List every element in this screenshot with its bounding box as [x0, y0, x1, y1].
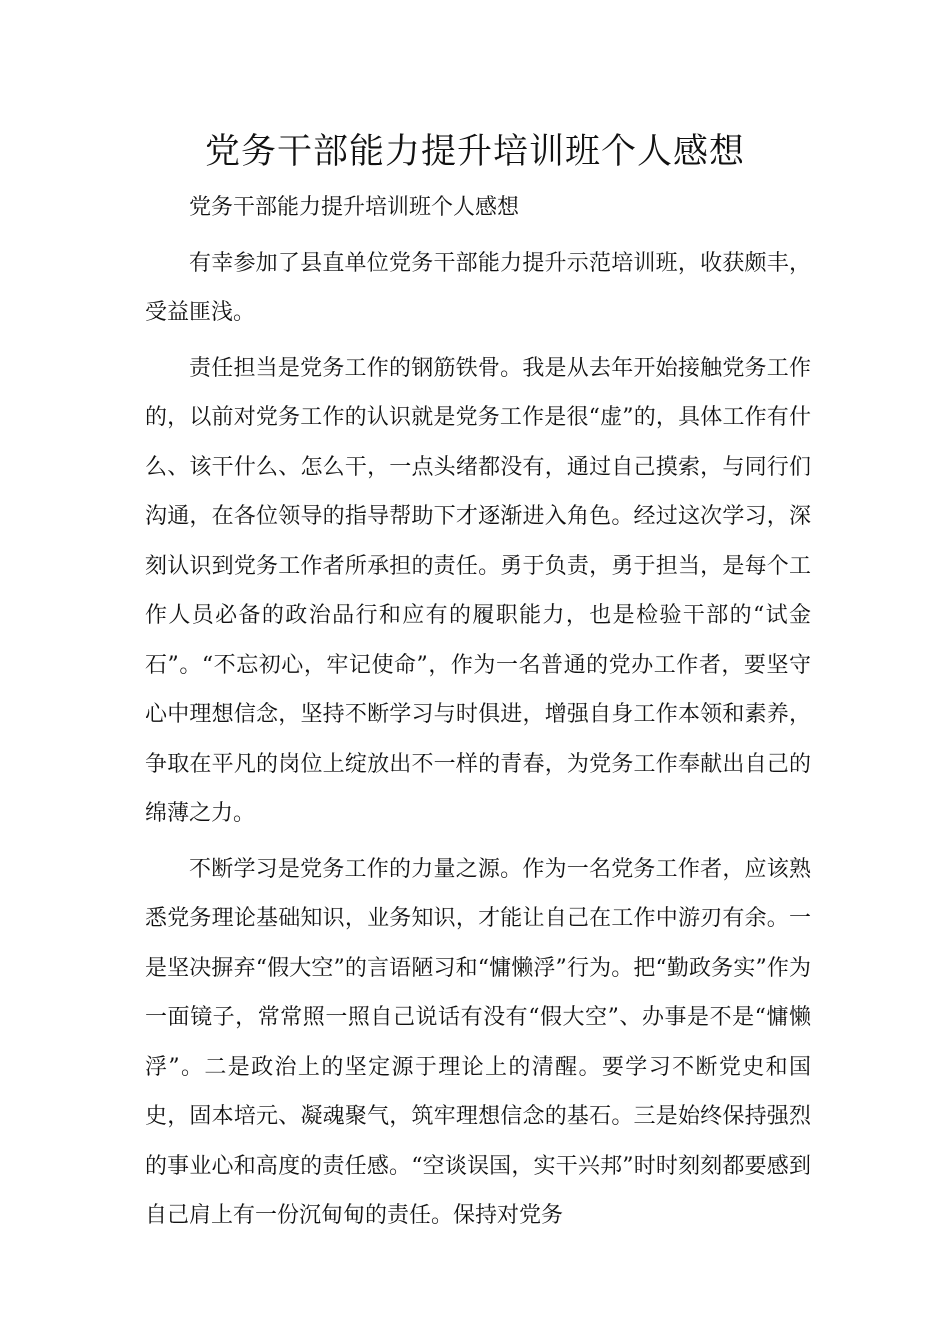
document-body: [145, 183, 811, 1241]
subtitle-line: 党务干部能力提升培训班个人感想: [189, 195, 520, 220]
paragraph-3: 不断学习是党务工作的力量之源。作为一名党务工作者，应该熟悉党务理论基础知识，业务知识，才能让自己在工作中游刃有余。一是坚决摒弃“假大空”的言语陋习和“慵懒浮”行为。把“勤政务实”作为一面镜子，常常照一照自己说话有没有“假大空”、办事是不是“慵懒浮”。二是政治上的坚定源于理论上的清醒。要学习不断党史和国史，固本培元、凝魂聚气，筑牢理想信念的基石。三是始终保持强烈的事业心和高度的责任感。“空谈误国，实干兴邦”时时刻刻都要感到自己肩上有一份沉甸甸的责任。保持对党务: [145, 856, 811, 1228]
document-title: 党务干部能力提升培训班个人感想: [204, 132, 745, 172]
paragraph-1: 有幸参加了县直单位党务干部能力提升示范培训班，收获颇丰，受益匪浅。: [145, 250, 811, 325]
paragraph-2: 责任担当是党务工作的钢筋铁骨。我是从去年开始接触党务工作的，以前对党务工作的认识就是党务工作是很“虚”的，具体工作有什么、该干什么、怎么干，一点头绪都没有，通过自己摸索，与同行们沟通，在各位领导的指导帮助下才逐渐进入角色。经过这次学习，深刻认识到党务工作者所承担的责任。勇于负责，勇于担当，是每个工作人员必备的政治品行和应有的履职能力，也是检验干部的“试金石”。“不忘初心，牢记使命”，作为一名普通的党办工作者，要坚守心中理想信念，坚持不断学习与时俱进，增强自身工作本领和素养，争取在平凡的岗位上绽放出不一样的青春，为党务工作奉献出自己的绵薄之力。: [145, 355, 811, 826]
